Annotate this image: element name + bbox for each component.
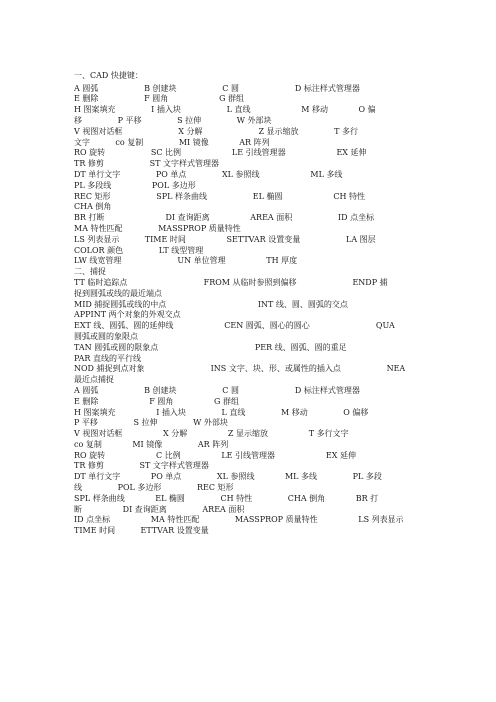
text-line: BR 打断 DI 查询距离 AREA 面积 ID 点坐标 xyxy=(74,213,375,223)
text-line: 线 POL 多边形 REC 矩形 xyxy=(74,483,234,493)
text-line: E 删除 F 圆角 G 群组 xyxy=(74,396,239,406)
text-line: 文字 co 复制 MI 镜像 AR 阵列 xyxy=(74,137,270,147)
text-line: RO 旋转 C 比例 LE 引线管理器 EX 延伸 xyxy=(74,450,356,460)
text-line: PL 多段线 POL 多边形 xyxy=(74,180,196,190)
text-line: 二、捕捉 xyxy=(74,267,106,277)
text-line: co 复制 MI 镜像 AR 阵列 xyxy=(74,439,229,449)
text-line: TIME 时间 ETTVAR 设置变量 xyxy=(74,526,209,536)
text-line: P 平移 S 拉伸 W 外部块 xyxy=(74,418,228,428)
text-line: 捉到圆弧或线的最近端点 xyxy=(74,288,162,298)
document-body xyxy=(74,71,422,537)
text-line: H 图案填充 I 插入块 L 直线 M 移动 O 偏移 xyxy=(74,407,369,417)
text-line: 移 P 平移 S 拉伸 W 外部块 xyxy=(74,115,272,125)
text-line: TR 修剪 ST 文字样式管理器 xyxy=(74,159,220,169)
section-heading: 一、CAD 快捷键： xyxy=(74,71,143,80)
text-line: REC 矩形 SPL 样条曲线 EL 椭圆 CH 特性 xyxy=(74,191,365,201)
text-line: MID 捕捉圆弧或线的中点 INT 线、圆、圆弧的交点 xyxy=(74,299,348,309)
text-line: V 视图对话框 X 分解 Z 显示缩放 T 多行 xyxy=(74,126,359,136)
text-line: TAN 圆弧或圆的限象点 PER 线、圆弧、圆的重足 xyxy=(74,342,347,352)
text-line: DT 单行文字 PO 单点 XL 参照线 ML 多线 PL 多段 xyxy=(74,472,382,482)
text-line: 圆弧或圆的象限点 xyxy=(74,331,138,341)
text-line: RO 旋转 SC 比例 LE 引线管理器 EX 延伸 xyxy=(74,148,367,158)
text-line: TR 修剪 ST 文字样式管理器 xyxy=(74,461,209,471)
text-line: CHA 倒角 xyxy=(74,202,112,212)
text-line: H 图案填充 I 插入块 L 直线 M 移动 O 偏 xyxy=(74,105,376,115)
text-line: EXT 线、圆弧、圆的延伸线 CEN 圆弧、圆心的圆心 QUA xyxy=(74,321,395,331)
text-line: LW 线宽管理 UN 单位管理 TH 厚度 xyxy=(74,256,298,266)
text-line: V 视图对话框 X 分解 Z 显示缩放 T 多行文字 xyxy=(74,429,349,439)
text-line: TT 临时追踪点 FROM 从临时参照到偏移 ENDP 捕 xyxy=(74,277,388,287)
text-line: 断 DI 查询距离 AREA 面积 xyxy=(74,504,245,514)
text-line: ID 点坐标 MA 特性匹配 MASSPROP 质量特性 LS 列表显示 xyxy=(74,515,404,525)
text-line: DT 单行文字 PO 单点 XL 参照线 ML 多线 xyxy=(74,169,343,179)
text-line: A 圆弧 B 创建块 C 圆 D 标注样式管理器 xyxy=(74,385,360,395)
text-line: 最近点捕捉 xyxy=(74,375,114,385)
text-line: SPL 样条曲线 EL 椭圆 CH 特性 CHA 倒角 BR 打 xyxy=(74,493,379,503)
text-line: A 圆弧 B 创建块 C 圆 D 标注样式管理器 xyxy=(74,83,360,93)
text-line: NOD 捕捉到点对象 INS 文字、块、形、或属性的插入点 NEA xyxy=(74,364,406,374)
text-line: MA 特性匹配 MASSPROP 质量特性 xyxy=(74,223,241,233)
text-line: PAR 直线的平行线 xyxy=(74,353,141,363)
text-line: APPINT 两个对象的外观交点 xyxy=(74,310,181,320)
text-line: LS 列表显示 TIME 时间 SETTVAR 设置变量 LA 图层 xyxy=(74,234,376,244)
text-line: COLOR 颜色 LT 线型管理 xyxy=(74,245,204,255)
text-line: E 删除 F 圆角 G 群组 xyxy=(74,94,245,104)
